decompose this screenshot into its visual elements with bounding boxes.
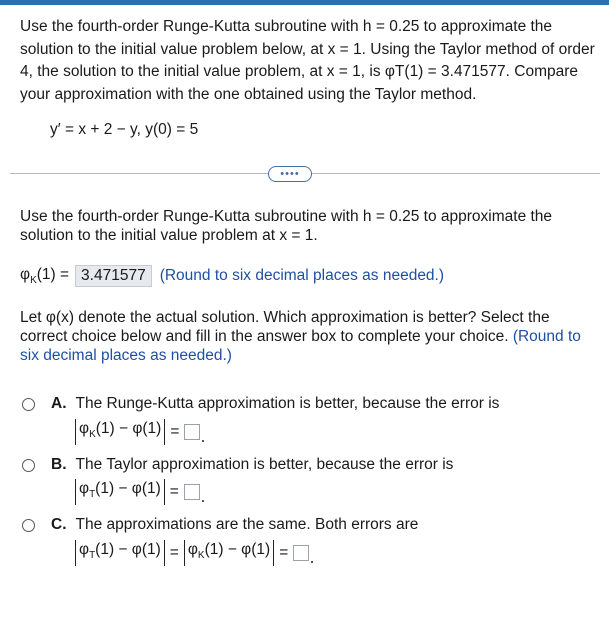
question-text: Use the fourth-order Runge-Kutta subroutine with h = 0.25 to approximate the solution to the initial value problem below, at x = 1. Using the Taylor method of order 4, the solution to the initial value problem, at x = 1, is φT(1) = 3.471577. Compare your approximation with the one obtained using the Taylor method. — [20, 18, 595, 103]
part2-prompt: Let φ(x) denote the actual solution. Which approximation is better? Select the correct choice below and fill in the answer box to complete your choice. (Round to six decimal places as needed.) — [20, 309, 581, 364]
choice-c-abs-taylor: $\varphi_T(1) - \varphi(1)$ — [75, 540, 165, 566]
choice-a-radio[interactable] — [22, 398, 35, 411]
choice-c[interactable] — [22, 516, 418, 534]
phi-k-label: $\varphi_K(1)$ = — [20, 265, 70, 287]
choice-b[interactable] — [22, 456, 453, 474]
period — [311, 561, 313, 563]
choice-a-answer-field[interactable] — [184, 424, 200, 440]
period — [202, 500, 204, 502]
part1-prompt: Use the fourth-order Runge-Kutta subroutine with h = 0.25 to approximate the solution to the initial value problem at x = 1. — [20, 208, 553, 244]
choice-a-expression: $\varphi_K(1) - \varphi(1)$ = — [75, 419, 204, 445]
runge-kutta-answer-field[interactable]: 3.471577 — [75, 265, 152, 287]
period — [202, 440, 204, 442]
differential-equation: y′ = x + 2 − y, y(0) = 5 — [50, 121, 199, 138]
choice-c-expression: $\varphi_T(1) - \varphi(1)$ = $\varphi_K(1) - \varphi(1)$ = — [75, 540, 313, 566]
choice-c-letter: C. — [51, 516, 67, 533]
expand-question-button[interactable]: •••• — [268, 166, 312, 182]
choice-c-answer-field[interactable] — [293, 545, 309, 561]
part2-rounding-hint: (Round to six decimal places as needed.) — [20, 328, 581, 364]
choice-b-letter: B. — [51, 456, 67, 473]
choice-b-abs: $\varphi_T(1) - \varphi(1)$ — [75, 479, 165, 505]
choice-c-text: The approximations are the same. Both errors are — [75, 516, 419, 533]
choice-c-abs-rk: $\varphi_K(1) - \varphi(1)$ — [184, 540, 274, 566]
choice-b-expression: $\varphi_T(1) - \varphi(1)$ = — [75, 479, 204, 505]
rounding-hint: (Round to six decimal places as needed.) — [159, 267, 445, 284]
choice-a-text: The Runge-Kutta approximation is better, because the error is — [75, 395, 500, 412]
choice-a[interactable] — [22, 395, 499, 413]
choice-a-abs: $\varphi_K(1) - \varphi(1)$ — [75, 419, 165, 445]
runge-kutta-answer-line — [20, 265, 444, 287]
choice-c-radio[interactable] — [22, 519, 35, 532]
choice-b-radio[interactable] — [22, 459, 35, 472]
top-accent-bar — [0, 0, 609, 5]
choice-a-letter: A. — [51, 395, 67, 412]
choice-b-text: The Taylor approximation is better, because the error is — [75, 456, 454, 473]
choice-b-answer-field[interactable] — [184, 484, 200, 500]
